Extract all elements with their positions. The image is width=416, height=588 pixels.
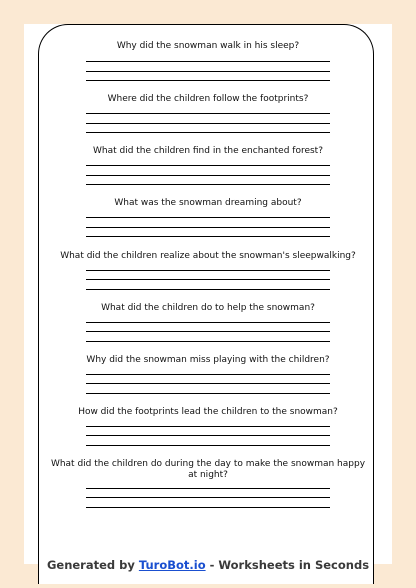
question-text-9: What did the children do during the day to make the snowman happy at night?: [50, 459, 366, 480]
answer-line[interactable]: [86, 71, 330, 72]
question-text-6: What did the children do to help the snowman?: [101, 303, 315, 313]
answer-line[interactable]: [86, 426, 330, 427]
answer-line[interactable]: [86, 217, 330, 218]
answer-line[interactable]: [86, 341, 330, 342]
question-block-1: [50, 41, 366, 52]
answer-line[interactable]: [86, 184, 330, 185]
answer-line[interactable]: [86, 165, 330, 166]
answer-line[interactable]: [86, 61, 330, 62]
answer-line[interactable]: [86, 123, 330, 124]
answer-line[interactable]: [86, 175, 330, 176]
answer-line[interactable]: [86, 435, 330, 436]
answer-line[interactable]: [86, 488, 330, 489]
question-block-8: [50, 407, 366, 418]
question-block-4: [50, 198, 366, 209]
answer-line[interactable]: [86, 445, 330, 446]
question-text-1: Why did the snowman walk in his sleep?: [116, 41, 300, 51]
question-text-5: What did the children realize about the snowman's sleepwalking?: [60, 251, 356, 261]
footer-prefix: Generated by: [46, 558, 139, 572]
question-block-3: [50, 146, 366, 157]
question-text-8: How did the footprints lead the children to the snowman?: [78, 407, 338, 417]
answer-line[interactable]: [86, 236, 330, 237]
question-text-7: Why did the snowman miss playing with the children?: [86, 355, 330, 365]
question-text-2: Where did the children follow the footprints?: [107, 94, 309, 104]
question-text-4: What was the snowman dreaming about?: [114, 198, 302, 208]
answer-line[interactable]: [86, 331, 330, 332]
answer-line[interactable]: [86, 80, 330, 81]
answer-line[interactable]: [86, 270, 330, 271]
question-block-9: [50, 459, 366, 481]
answer-line[interactable]: [86, 113, 330, 114]
answer-line[interactable]: [86, 393, 330, 394]
answer-line[interactable]: [86, 227, 330, 228]
footer-suffix: - Worksheets in Seconds: [205, 558, 370, 572]
question-block-6: [50, 303, 366, 314]
question-block-7: [50, 355, 366, 366]
answer-line[interactable]: [86, 383, 330, 384]
answer-line[interactable]: [86, 132, 330, 133]
question-block-5: [50, 251, 366, 262]
answer-line[interactable]: [86, 374, 330, 375]
answer-line[interactable]: [86, 279, 330, 280]
turobot-link[interactable]: TuroBot.io: [138, 558, 206, 572]
answer-line[interactable]: [86, 497, 330, 498]
answer-line[interactable]: [86, 322, 330, 323]
footer-banner: [0, 558, 416, 572]
question-text-3: What did the children find in the enchanted forest?: [92, 146, 323, 156]
answer-line[interactable]: [86, 507, 330, 508]
question-block-2: [50, 94, 366, 105]
answer-line[interactable]: [86, 289, 330, 290]
